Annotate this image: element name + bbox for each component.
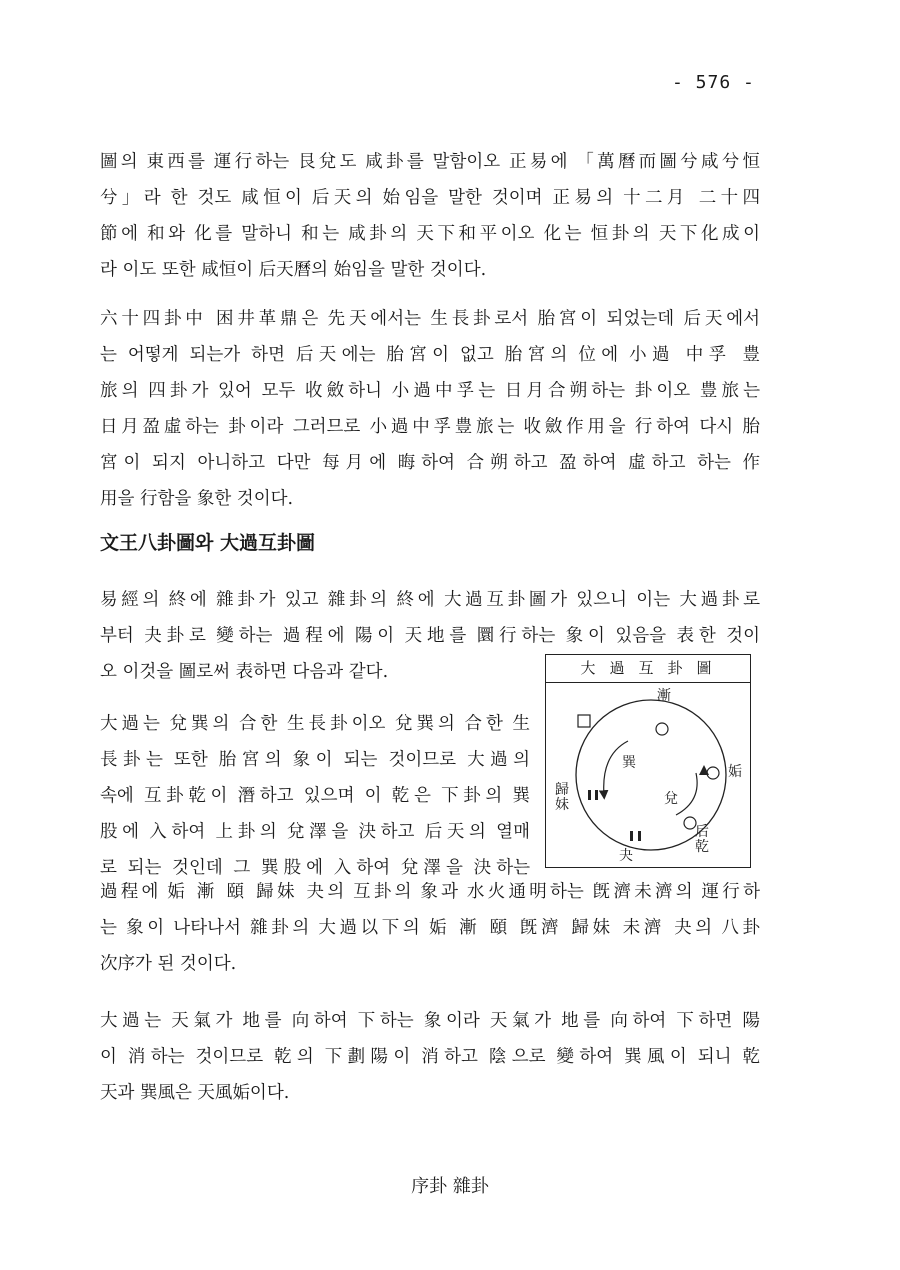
text-line: 天과 巽風은 天風姤이다. <box>100 1083 290 1103</box>
paragraph-1 <box>100 144 760 288</box>
text-line: 旅의 四卦가 있어 모두 收斂하니 小過中孚는 日月合朔하는 卦이오 豊旅는 <box>100 381 760 401</box>
text-line: 오 이것을 圖로써 表하면 다음과 같다. <box>100 662 389 682</box>
text-line: 大過는 兌巽의 合한 生長卦이오 兌巽의 合한 生 <box>100 714 530 734</box>
paragraph-5 <box>100 1003 760 1111</box>
bar-symbol <box>630 831 633 841</box>
text-line: 大過는 天氣가 地를 向하여 下하는 象이라 天氣가 地를 向하여 下하면 陽 <box>100 1011 760 1031</box>
bar-symbol <box>588 790 591 800</box>
text-line: 股에 入하여 上卦의 兌澤을 決하고 后天의 열매 <box>100 822 530 842</box>
text-line: 圖의 東西를 運行하는 艮兌도 咸卦를 말함이오 正易에 「萬曆而圖兮咸兮恒 <box>100 152 760 172</box>
label-gou: 姤 <box>728 764 742 780</box>
text-line: 節에 和와 化를 말하니 和는 咸卦의 天下和平이오 化는 恒卦의 天下化成이 <box>100 224 760 244</box>
arrow-right <box>676 773 697 815</box>
section-heading: 文王八卦圖와 大過互卦圖 <box>100 532 315 554</box>
paragraph-2 <box>100 301 760 517</box>
text-line: 過程에 姤 漸 頤 歸妹 夬의 互卦의 象과 水火通明하는 旣濟未濟의 運行하 <box>100 882 760 902</box>
square-symbol <box>578 715 590 727</box>
dagua-hugua-diagram <box>545 654 751 868</box>
label-jian: 漸 <box>657 688 671 704</box>
page-number: - 576 - <box>672 72 755 93</box>
text-line: 易經의 終에 雜卦가 있고 雜卦의 終에 大過互卦圖가 있으니 이는 大過卦로 <box>100 590 760 610</box>
label-dui: 兌 <box>664 791 678 807</box>
text-line: 로 되는 것인데 그 巽股에 入하여 兌澤을 決하는 <box>100 858 530 878</box>
label-guimei: 歸妹 <box>555 782 569 813</box>
diagram-title: 大過互卦圖 <box>546 655 750 683</box>
text-line: 長卦는 또한 胎宮의 象이 되는 것이므로 大過의 <box>100 750 530 770</box>
text-line: 속에 互卦乾이 潛하고 있으며 이 乾은 下卦의 巽 <box>100 786 530 806</box>
text-line: 라 이도 또한 咸恒이 后天曆의 始임을 말한 것이다. <box>100 260 487 280</box>
text-line: 宮이 되지 아니하고 다만 每月에 晦하여 合朔하고 盈하여 虛하고 하는 作 <box>100 453 760 473</box>
text-line: 兮」라 한 것도 咸恒이 后天의 始임을 말한 것이며 正易의 十二月 二十四 <box>100 188 760 208</box>
text-line: 부터 夬卦로 變하는 過程에 陽이 天地를 圜行하는 象이 있음을 表한 것이 <box>100 626 760 646</box>
text-line: 次序가 된 것이다. <box>100 954 237 974</box>
page-footer: 序卦 雜卦 <box>411 1176 489 1197</box>
paragraph-4-narrow <box>100 706 530 886</box>
diagram-figure <box>546 683 749 866</box>
circle-symbol-top <box>656 723 668 735</box>
text-line: 日月盈虛하는 卦이라 그러므로 小過中孚豊旅는 收斂作用을 行하여 다시 胎 <box>100 417 760 437</box>
text-line: 는 어떻게 되는가 하면 后天에는 胎宮이 없고 胎宮의 位에 小過 中孚 豊 <box>100 345 760 365</box>
bar-symbol <box>595 790 598 800</box>
label-houqian: 后乾 <box>695 824 709 855</box>
text-line: 用을 行함을 象한 것이다. <box>100 489 294 509</box>
label-guai: 夬 <box>619 848 633 864</box>
label-sun: 巽 <box>622 755 636 771</box>
text-line: 六十四卦中 困井革鼎은 先天에서는 生長卦로서 胎宮이 되었는데 后天에서 <box>100 309 760 329</box>
text-line: 는 象이 나타나서 雜卦의 大過以下의 姤 漸 頤 旣濟 歸妹 未濟 夬의 八卦 <box>100 918 760 938</box>
paragraph-4-full <box>100 874 760 982</box>
text-line: 이 消하는 것이므로 乾의 下劃陽이 消하고 陰으로 變하여 巽風이 되니 乾 <box>100 1047 760 1067</box>
circle-symbol-right <box>707 767 719 779</box>
bar-symbol <box>638 831 641 841</box>
